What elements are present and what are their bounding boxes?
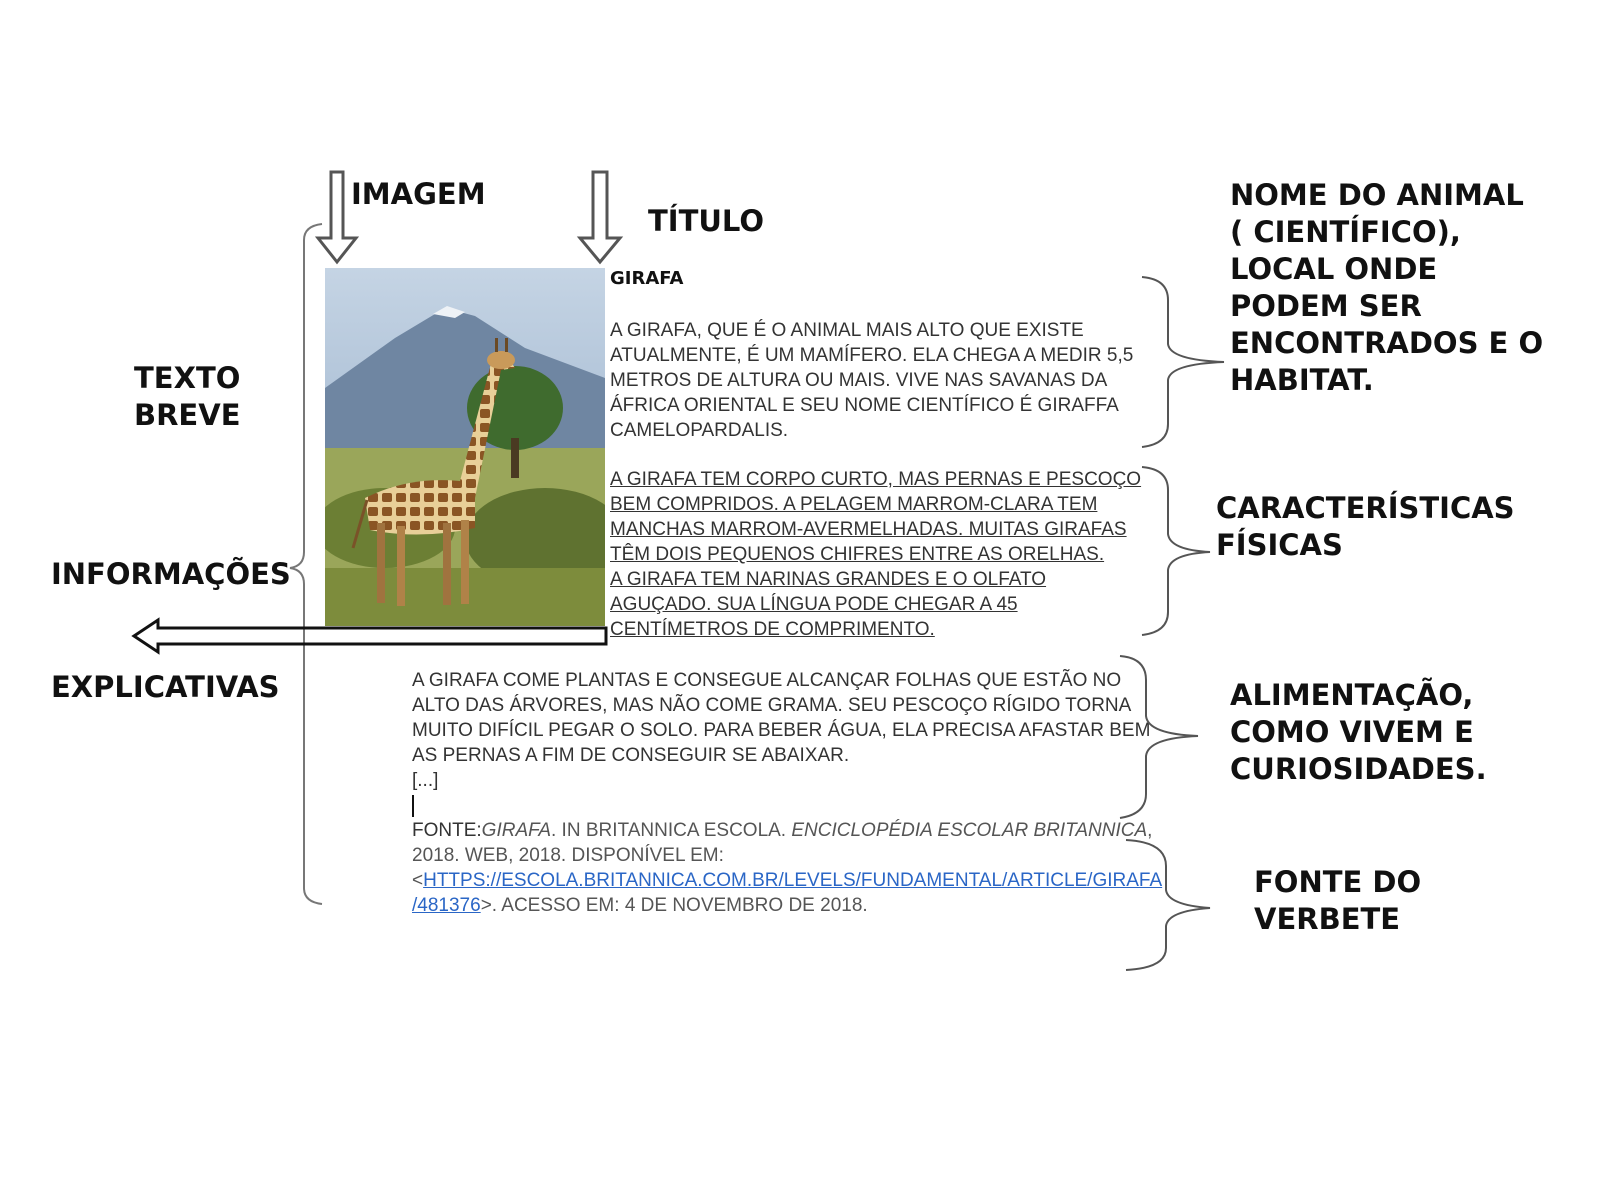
label-imagem: IMAGEM	[351, 177, 486, 211]
arrow-down-titulo-icon	[580, 172, 620, 262]
label-informacoes: INFORMAÇÕES	[51, 557, 291, 591]
left-brace-icon	[290, 224, 322, 904]
paragraph-physical: A GIRAFA TEM CORPO CURTO, MAS PERNAS E PESCOÇO BEM COMPRIDOS. A PELAGEM MARROM-CLARA TEM MANCHAS MARROM-AVERMELHADAS. MUITAS GIRAFAS TÊM DOIS PEQUENOS CHIFRES ENTRE AS ORELHAS. A GIRAFA TEM NARINAS GRANDES E O OLFATO AGUÇADO. SUA LÍNGUA PODE CHEGAR A 45 CENTÍMETROS DE COMPRIMENTO.	[610, 469, 1142, 640]
label-alimentacao: ALIMENTAÇÃO, COMO VIVEM E CURIOSIDADES.	[1230, 678, 1487, 786]
ellipsis: [...]	[412, 770, 439, 791]
paragraph-intro: A GIRAFA, QUE É O ANIMAL MAIS ALTO QUE EXISTE ATUALMENTE, É UM MAMÍFERO. ELA CHEGA A MEDIR 5,5 METROS DE ALTURA OU MAIS. VIVE NAS SAVANAS DA ÁFRICA ORIENTAL E SEU NOME CIENTÍFICO É GIRAFFA CAMELOPARDALIS.	[610, 320, 1134, 441]
source-link[interactable]: HTTPS://ESCOLA.BRITANNICA.COM.BR/LEVELS/FUNDAMENTAL/ARTICLE/GIRAFA	[423, 870, 1163, 891]
arrow-down-imagem-icon	[318, 172, 356, 262]
label-fonte-verbete: FONTE DO VERBETE	[1254, 865, 1422, 936]
label-nome-animal: NOME DO ANIMAL ( CIENTÍFICO), LOCAL ONDE PODEM SER ENCONTRADOS E O HABITAT.	[1230, 178, 1544, 397]
label-caracteristicas: CARACTERÍSTICAS FÍSICAS	[1216, 491, 1515, 562]
label-texto-breve: TEXTO BREVE	[134, 361, 241, 432]
source-citation: FONTE:GIRAFA. IN BRITANNICA ESCOLA. ENCICLOPÉDIA ESCOLAR BRITANNICA, 2018. WEB, 2018. DISPONÍVEL EM: <HTTPS://ESCOLA.BRITANNICA.COM.BR/LEVELS/FUNDAMENTAL/ARTICLE/GIRAFA /481376>. ACESSO EM: 4 DE NOVEMBRO DE 2018.	[412, 820, 1163, 916]
brace-fonte-icon	[1126, 840, 1210, 970]
paragraph-feeding: A GIRAFA COME PLANTAS E CONSEGUE ALCANÇAR FOLHAS QUE ESTÃO NO ALTO DAS ÁRVORES, MAS NÃO COME GRAMA. SEU PESCOÇO RÍGIDO TORNA MUITO DIFÍCIL PEGAR O SOLO. PARA BEBER ÁGUA, ELA PRECISA AFASTAR BEM AS PERNAS A FIM DE CONSEGUIR SE ABAIXAR. [...]	[412, 668, 1150, 817]
arrow-left-explicativas-icon	[134, 620, 606, 652]
label-titulo: TÍTULO	[648, 204, 764, 238]
article-title: GIRAFA	[610, 268, 684, 289]
source-link-continuation[interactable]: /481376	[412, 895, 481, 916]
brace-nome-animal-icon	[1142, 277, 1224, 447]
brace-caracteristicas-icon	[1142, 467, 1210, 635]
brace-alimentacao-icon	[1120, 656, 1198, 818]
label-explicativas: EXPLICATIVAS	[51, 670, 280, 704]
